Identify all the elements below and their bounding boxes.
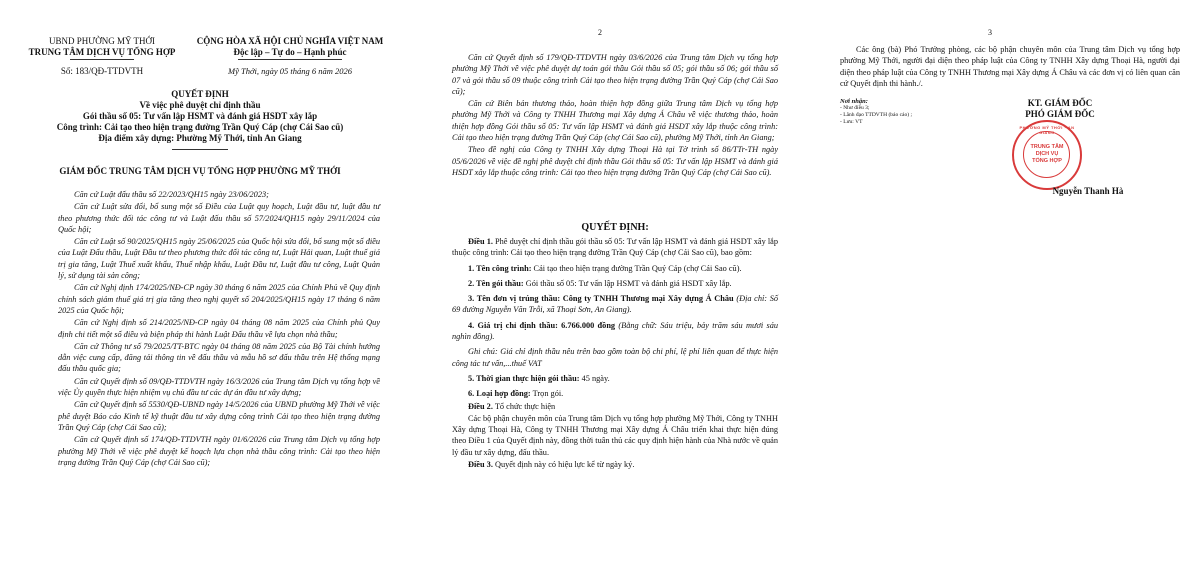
- agency-line-1: UBND PHƯỜNG MỸ THỚI: [48, 36, 156, 46]
- item-1: [452, 263, 778, 274]
- agency-underline: [70, 59, 134, 60]
- nation-line-1: CỘNG HÒA XÃ HỘI CHỦ NGHĨA VIỆT NAM: [196, 36, 384, 46]
- nation-line-2: Độc lập – Tự do – Hạnh phúc: [233, 47, 347, 57]
- legal-basis-item: Căn cứ Luật số 90/2025/QH15 ngày 25/06/2025 của Quốc hội sửa đổi, bổ sung một số điều của Luật Đấu thầu, Luật Đầu tư theo phương thức đối tác công tư, Luật Hải quan, Luật thuế giá trị gia tăng, Luật Thuế xuất khẩu, Thuế nhập khẩu, Luật Đầu tư, Luật đầu tư công, Luật Quản lý, sử dụng tài sản công;: [58, 237, 380, 281]
- signature-title: [990, 98, 1130, 120]
- nation-underline: [238, 59, 342, 60]
- official-stamp: [1012, 120, 1082, 190]
- item-3-value: (Địa chỉ: Số 69 đường Nguyễn Văn Trỗi, xã Thoại Sơn, An Giang).: [452, 294, 778, 315]
- article-2-label: Điều 2.: [468, 401, 493, 411]
- legal-basis-item: Căn cứ Nghị định 174/2025/NĐ-CP ngày 30 tháng 6 năm 2025 của Chính Phủ về Quy định chính sách giảm thuế giá trị gia tăng theo nghị quyết số 204/2025/QH15 ngày 17 tháng 6 năm 2025 của Quốc hội;: [58, 283, 380, 315]
- agency-line-2: TRUNG TÂM DỊCH VỤ TỔNG HỢP: [28, 47, 176, 57]
- item-3-label: 3. Tên đơn vị trúng thầu: Công ty TNHH Thương mại Xây dựng Á Châu: [468, 294, 734, 304]
- stamp-ring-text: PHƯỜNG MỸ THỚI · AN GIANG: [1019, 125, 1075, 135]
- item-3: [452, 293, 778, 316]
- stamp-center-text: TRUNG TÂM DỊCH VỤ TỔNG HỢP: [1030, 144, 1064, 164]
- closing-paragraph: [840, 44, 1180, 90]
- page-number: 3: [988, 28, 992, 37]
- item-6: [452, 388, 778, 399]
- note: Ghi chú: Giá chỉ định thầu nêu trên bao gồm toàn bộ chi phí, lệ phí liên quan để thực hiện công tác tư vấn,...thuế VAT: [452, 347, 778, 368]
- article-1: [452, 236, 778, 259]
- article-3-text: Quyết định này có hiệu lực kể từ ngày ký.: [494, 460, 635, 470]
- sign-line-1: KT. GIÁM ĐỐC: [1027, 98, 1093, 108]
- legal-basis-item: Theo đề nghị của Công ty TNHH Xây dựng Thoại Hà tại Tờ trình số 86/TTr-TH ngày 05/6/2026 về việc đề nghị phê duyệt chỉ định thầu Gói thầu số 05: Tư vấn lập HSMT và đánh giá HSDT xây lắp thuộc công trình: Cải tạo theo hiện trạng đường Trần Quý Cáp (chợ Cái Sao cũ).: [452, 145, 778, 177]
- legal-basis-item: Căn cứ Quyết định số 5530/QĐ-UBND ngày 14/5/2026 của UBND phường Mỹ Thới về việc phê duyệt Báo cáo Kinh tế kỹ thuật đầu tư xây dựng công trình Cải tạo theo hiện trạng đường Trần Quý Cáp (chợ Cái Sao cũ);: [58, 400, 380, 432]
- article-3: [452, 459, 778, 470]
- signer-name: Nguyễn Thanh Hà: [1052, 186, 1124, 196]
- article-2-text: Tổ chức thực hiện: [494, 401, 556, 411]
- doc-number: Số: 183/QĐ-TTDVTH: [60, 66, 144, 76]
- agency-header: [22, 36, 182, 58]
- subject-line-2: Gói thầu số 05: Tư vấn lập HSMT và đánh giá HSDT xây lắp: [82, 111, 318, 121]
- article-2: [452, 401, 778, 412]
- doc-type: QUYẾT ĐỊNH: [171, 89, 229, 99]
- legal-basis-item: Căn cứ Quyết định số 179/QĐ-TTDVTH ngày 03/6/2026 của Trung tâm Dịch vụ tổng hợp phường Mỹ Thới về việc phê duyệt dự toán gói thầu Gói thầu số 05; gói thầu số 06; gói thầu số 07 và gói thầu số 09 thuộc công trình Cải tạo theo hiện trạng đường Trần Quý Cáp (chợ Cái Sao cũ);: [452, 53, 778, 96]
- subject-line-4: Địa điểm xây dựng: Phường Mỹ Thới, tỉnh An Giang: [98, 133, 302, 143]
- item-2-value: Gói thầu số 05: Tư vấn lập HSMT và đánh giá HSDT xây lắp.: [525, 278, 732, 288]
- article-1-label: Điều 1.: [468, 237, 493, 246]
- document-page-1: [0, 0, 400, 564]
- item-4-label: 4. Giá trị chỉ định thầu: 6.766.000 đồng: [468, 320, 616, 330]
- item-5: [452, 373, 778, 384]
- item-2: [452, 278, 778, 289]
- recipients-block: [840, 98, 960, 126]
- legal-basis-item: Căn cứ Quyết định số 174/QĐ-TTDVTH ngày 01/6/2026 của Trung tâm Dịch vụ tổng hợp phường Mỹ Thới về việc phê duyệt kế hoạch lựa chọn nhà thầu công trình: Cải tạo theo hiện trạng đường Trần Quý Cáp (chợ Cái Sao cũ);: [58, 435, 380, 467]
- item-1-label: 1. Tên công trình:: [468, 263, 532, 273]
- legal-basis-item: Căn cứ Luật sửa đổi, bổ sung một số Điều của Luật quy hoạch, Luật đầu tư, luật đầu tư theo phương thức đối tác công tư và Luật đấu thầu số 57/2024/QH15 ngày 29/11/2024 của Quốc hội;: [58, 202, 380, 234]
- article-1-text: Phê duyệt chỉ định thầu gói thầu số 05: Tư vấn lập HSMT và đánh giá HSDT xây lắp thuộc công trình: Cải tạo theo hiện trạng đường Trần Quý Cáp (chợ Cái Sao cũ), bao gồm:: [452, 237, 778, 258]
- doc-title-block: [20, 89, 380, 144]
- page-number: 2: [598, 28, 602, 37]
- decision-heading: QUYẾT ĐỊNH:: [581, 222, 649, 233]
- recipient-item: - Lưu: VT: [840, 119, 863, 125]
- item-2-label: 2. Tên gói thầu:: [468, 278, 524, 288]
- article-3-label: Điều 3.: [468, 460, 493, 470]
- legal-bases-list: [58, 189, 380, 469]
- sign-line-2: PHÓ GIÁM ĐỐC: [1025, 109, 1095, 119]
- decision-articles: [452, 236, 778, 471]
- item-4: [452, 320, 778, 343]
- article-2-body: Các bộ phận chuyên môn của Trung tâm Dịch vụ tổng hợp phường Mỹ Thới, Công ty TNHH Xây dựng Thoại Hà, Công ty TNHH Thương mại Xây dựng Á Châu triển khai thực hiện đúng theo Điều 1 của Quyết định này, đồng thời tuân thủ các quy định hiện hành của Nhà nước về quản lý đầu tư xây dựng, đấu thầu.: [452, 413, 778, 457]
- legal-basis-item: Căn cứ Nghị định số 214/2025/NĐ-CP ngày 04 tháng 08 năm 2025 của Chính phủ Quy định chi tiết một số điều và biện pháp thi hành Luật Đấu thầu về lựa chọn nhà thầu;: [58, 318, 380, 339]
- item-1-value: Cải tạo theo hiện trạng đường Trần Quý Cáp (chợ Cái Sao cũ).: [533, 263, 742, 273]
- item-5-label: 5. Thời gian thực hiện gói thầu:: [468, 373, 580, 383]
- title-underline: [172, 149, 228, 150]
- item-6-label: 6. Loại hợp đồng:: [468, 389, 531, 399]
- legal-basis-item: Căn cứ Luật đấu thầu số 22/2023/QH15 ngày 23/06/2023;: [74, 190, 269, 199]
- subject-line-1: Về việc phê duyệt chỉ định thầu: [139, 100, 261, 110]
- recipient-item: - Như điều 3;: [840, 105, 870, 111]
- subject-line-3: Công trình: Cải tạo theo hiện trạng đường Trần Quý Cáp (chợ Cái Sao cũ): [56, 122, 344, 132]
- document-page-2: [400, 0, 800, 564]
- item-5-value: 45 ngày.: [581, 373, 610, 383]
- recipients-title: Nơi nhận:: [840, 98, 868, 105]
- legal-basis-item: Căn cứ Biên bản thương thảo, hoàn thiện hợp đồng giữa Trung tâm Dịch vụ tổng hợp phường Mỹ Thới và Công ty TNHH Thương mại Xây dựng Á Châu về việc thương thảo, hoàn thiện hợp đồng Gói thầu số 05: Tư vấn lập HSMT và đánh giá HSDT xây lắp thuộc công trình: Cải tạo theo hiện trạng đường Trần Quý Cáp (chợ Cái Sao cũ), phường Mỹ Thới, tỉnh An Giang;: [452, 99, 778, 143]
- nation-header: [190, 36, 390, 58]
- document-page-3: [800, 0, 1200, 564]
- item-6-value: Trọn gói.: [532, 389, 564, 399]
- legal-basis-item: Căn cứ Quyết định số 09/QĐ-TTDVTH ngày 16/3/2026 của Trung tâm Dịch vụ tổng hợp về việc Ủy quyền thực hiện nhiệm vụ chủ đầu tư các dự án đầu tư xây dựng;: [58, 376, 380, 398]
- closing-text: Các ông (bà) Phó Trưởng phòng, các bộ phận chuyên môn của Trung tâm Dịch vụ tổng hợp phường Mỹ Thới, người đại diện theo pháp luật của Công ty TNHH Xây dựng Thoại Hà, người đại diện theo pháp luật của Công ty TNHH Thương mại Xây dựng Á Châu và các đơn vị có liên quan căn cứ Quyết định thi hành./.: [840, 45, 1180, 88]
- legal-basis-item: Căn cứ Thông tư số 79/2025/TT-BTC ngày 04 tháng 08 năm 2025 của Bộ Tài chính hướng dẫn việc cung cấp, đăng tải thông tin về đấu thầu và mẫu hồ sơ đấu thầu trên Hệ thống mạng đấu thầu quốc gia;: [58, 341, 380, 374]
- item-4-value: (Bằng chữ: Sáu triệu, bảy trăm sáu mươi sáu nghìn đồng).: [452, 320, 778, 342]
- legal-bases-continued: [452, 52, 778, 179]
- recipient-item: - Lãnh đạo TTDVTH (báo cáo) ;: [840, 112, 912, 118]
- place-date: Mỹ Thới, ngày 05 tháng 6 năm 2026: [227, 66, 352, 76]
- issuer-heading: GIÁM ĐỐC TRUNG TÂM DỊCH VỤ TỔNG HỢP PHƯỜNG MỸ THỚI: [59, 166, 341, 176]
